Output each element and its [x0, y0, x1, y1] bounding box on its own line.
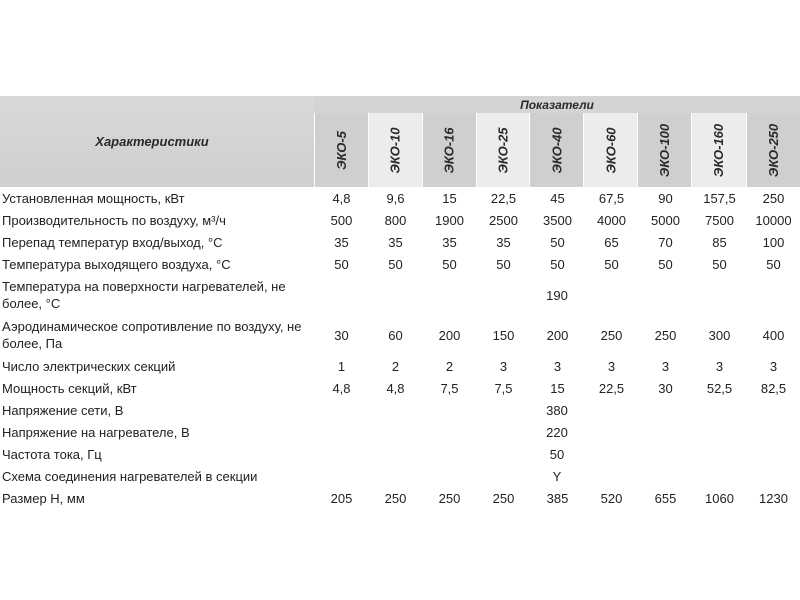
table-cell: 157,5: [703, 190, 736, 206]
table-cell: 100: [762, 234, 785, 250]
table-cell: 35: [334, 234, 349, 250]
row-label: Производительность по воздуху, м³/ч: [2, 212, 226, 228]
model-header: [369, 113, 422, 187]
table-cell: 150: [492, 327, 515, 343]
model-header: [584, 113, 637, 187]
table-row: [0, 315, 800, 355]
model-header: [315, 113, 368, 187]
row-label: Схема соединения нагревателей в секции: [2, 468, 258, 484]
row-values: [314, 425, 800, 440]
row-label: Аэродинамическое сопротивление по воздуху, не более, Па: [2, 319, 302, 351]
table-cell: 7,5: [494, 380, 513, 396]
table-cell: 50: [334, 256, 349, 272]
table-cell: 250: [762, 190, 785, 206]
row-label: Напряжение на нагревателе, В: [2, 424, 190, 440]
table-cell: 7,5: [440, 380, 459, 396]
table-cell: 250: [654, 327, 677, 343]
model-name: ЭКО-60: [603, 126, 619, 174]
table-cell: 3: [715, 358, 724, 374]
table-cell: 60: [388, 327, 403, 343]
model-header: [692, 113, 745, 187]
table-cell: 3: [553, 358, 562, 374]
row-values: [314, 257, 800, 272]
table-cell: 655: [654, 490, 677, 506]
table-row: [0, 399, 800, 421]
table-cell: 4000: [597, 212, 626, 228]
table-cell: 15: [550, 380, 565, 396]
table-cell: 2: [391, 358, 400, 374]
table-cell: 5000: [651, 212, 680, 228]
table-cell: 4,8: [332, 380, 351, 396]
row-label: Установленная мощность, кВт: [2, 190, 185, 206]
table-cell: 200: [438, 327, 461, 343]
row-values: [314, 288, 800, 303]
model-name: ЭКО-25: [495, 126, 511, 174]
table-cell: 3: [661, 358, 670, 374]
table-row: [0, 377, 800, 399]
table-cell: 250: [600, 327, 623, 343]
table-cell: 1: [337, 358, 346, 374]
table-cell: 90: [658, 190, 673, 206]
model-name: ЭКО-160: [711, 123, 727, 177]
table-cell: 50: [712, 256, 727, 272]
merged-cell: Y: [552, 468, 562, 484]
table-cell: 2: [445, 358, 454, 374]
model-name: ЭКО-16: [441, 126, 457, 174]
table-cell: 35: [388, 234, 403, 250]
model-name: ЭКО-100: [657, 123, 673, 177]
table-cell: 2500: [489, 212, 518, 228]
table-cell: 50: [442, 256, 457, 272]
row-values: [314, 491, 800, 506]
row-label: Перепад температур вход/выход, °С: [2, 234, 223, 250]
spec-table: [0, 96, 800, 509]
table-row: [0, 355, 800, 377]
table-row: [0, 253, 800, 275]
table-cell: 50: [388, 256, 403, 272]
table-cell: 4,8: [386, 380, 405, 396]
row-values: [314, 213, 800, 228]
indicators-label: Показатели: [520, 97, 594, 112]
model-header: [638, 113, 691, 187]
table-cell: 250: [438, 490, 461, 506]
table-cell: 35: [442, 234, 457, 250]
table-row: [0, 443, 800, 465]
table-cell: 45: [550, 190, 565, 206]
table-cell: 50: [766, 256, 781, 272]
table-row: [0, 487, 800, 509]
characteristics-label: Характеристики: [95, 134, 209, 149]
model-header: [423, 113, 476, 187]
table-cell: 520: [600, 490, 623, 506]
table-cell: 1900: [435, 212, 464, 228]
table-cell: 400: [762, 327, 785, 343]
row-label: Мощность секций, кВт: [2, 380, 137, 396]
table-cell: 200: [546, 327, 569, 343]
table-body: [0, 187, 800, 509]
table-cell: 50: [658, 256, 673, 272]
table-row: [0, 231, 800, 253]
characteristics-header: [0, 96, 314, 187]
table-cell: 300: [708, 327, 731, 343]
row-label: Температура на поверхности нагревателей, не более, °С: [2, 279, 286, 311]
table-cell: 385: [546, 490, 569, 506]
table-row: [0, 187, 800, 209]
table-cell: 65: [604, 234, 619, 250]
table-cell: 3: [607, 358, 616, 374]
row-label: Напряжение сети, В: [2, 402, 124, 418]
table-cell: 50: [550, 256, 565, 272]
table-cell: 82,5: [760, 380, 787, 396]
model-header: [747, 113, 800, 187]
model-name: ЭКО-10: [387, 126, 403, 174]
model-header: [530, 113, 583, 187]
row-values: [314, 469, 800, 484]
table-cell: 30: [658, 380, 673, 396]
table-cell: 800: [384, 212, 407, 228]
table-cell: 50: [604, 256, 619, 272]
table-cell: 85: [712, 234, 727, 250]
table-cell: 50: [550, 234, 565, 250]
table-cell: 3500: [543, 212, 572, 228]
model-header: [477, 113, 530, 187]
table-cell: 50: [496, 256, 511, 272]
indicators-header: [314, 96, 800, 113]
table-cell: 22,5: [598, 380, 625, 396]
row-values: [314, 381, 800, 396]
table-row: [0, 465, 800, 487]
row-values: [314, 359, 800, 374]
table-cell: 15: [442, 190, 457, 206]
row-label: Число электрических секций: [2, 358, 176, 374]
table-row: [0, 275, 800, 315]
model-name: ЭКО-40: [549, 126, 565, 174]
table-cell: 3: [499, 358, 508, 374]
merged-cell: 50: [549, 446, 565, 462]
table-row: [0, 209, 800, 231]
table-cell: 3: [769, 358, 778, 374]
merged-cell: 220: [546, 424, 568, 440]
table-cell: 4,8: [332, 190, 351, 206]
table-cell: 9,6: [386, 190, 405, 206]
row-values: [314, 447, 800, 462]
table-cell: 10000: [755, 212, 792, 228]
table-header: [0, 96, 800, 187]
table-cell: 7500: [705, 212, 734, 228]
model-headers: [314, 113, 800, 187]
row-label: Размер H, мм: [2, 490, 85, 506]
row-values: [314, 328, 800, 343]
merged-cell: 190: [546, 287, 568, 303]
row-values: [314, 235, 800, 250]
table-row: [0, 421, 800, 443]
table-cell: 500: [330, 212, 353, 228]
table-cell: 1060: [705, 490, 734, 506]
merged-cell: 380: [546, 402, 568, 418]
row-label: Температура выходящего воздуха, °С: [2, 256, 231, 272]
row-values: [314, 403, 800, 418]
table-cell: 67,5: [598, 190, 625, 206]
table-cell: 22,5: [490, 190, 517, 206]
table-cell: 250: [492, 490, 515, 506]
row-values: [314, 191, 800, 206]
table-cell: 205: [330, 490, 353, 506]
model-name: ЭКО-5: [333, 130, 349, 170]
table-cell: 52,5: [706, 380, 733, 396]
table-cell: 35: [496, 234, 511, 250]
table-cell: 250: [384, 490, 407, 506]
table-cell: 70: [658, 234, 673, 250]
table-cell: 30: [334, 327, 349, 343]
model-name: ЭКО-250: [765, 123, 781, 177]
row-label: Частота тока, Гц: [2, 446, 102, 462]
table-cell: 1230: [759, 490, 788, 506]
